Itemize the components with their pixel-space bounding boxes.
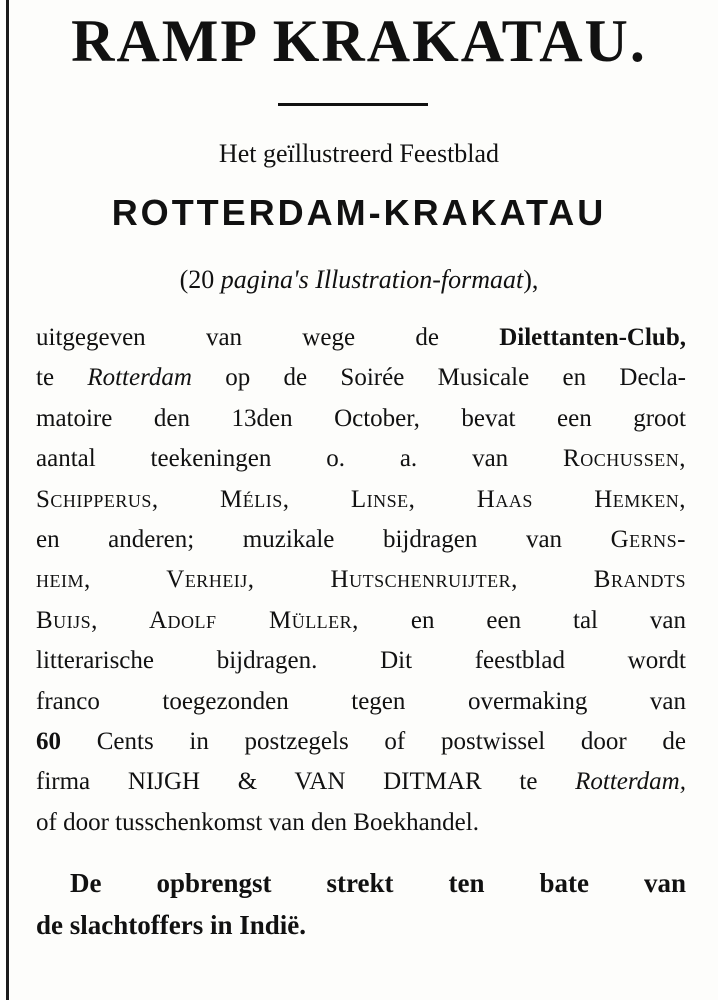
- price-value: 60: [36, 727, 61, 755]
- composer-name: Brandts: [517, 566, 686, 594]
- title-divider: [278, 103, 428, 106]
- body-line-2: [36, 358, 686, 398]
- format-close: ),: [523, 265, 539, 294]
- body-text-segment: en anderen; muzikale bijdragen van: [36, 525, 611, 553]
- closing-statement: [36, 862, 686, 946]
- publication-name: ROTTERDAM-KRAKATAU: [111, 192, 607, 233]
- artist-name: Linse,: [289, 485, 416, 513]
- body-text-segment: en een tal van: [358, 606, 686, 634]
- closing-line-2: de slachtoffers in Indië.: [36, 910, 306, 940]
- format-line: [0, 262, 718, 298]
- format-open: (20: [179, 265, 221, 294]
- format-pages: pagina's: [220, 265, 309, 294]
- body-line-10: franco toegezonden tegen overmaking van: [36, 687, 686, 715]
- body-line-11: [36, 722, 686, 762]
- composer-name: Hutschenruijter,: [254, 566, 518, 594]
- city-name: Rotterdam,: [575, 768, 686, 796]
- city-name: Rotterdam: [87, 364, 192, 392]
- body-line-1: [36, 318, 686, 358]
- closing-line-1: De opbrengst strekt ten bate van: [70, 868, 686, 898]
- notice-subtitle: Het geïllustreerd Feestblad: [218, 139, 500, 168]
- body-text-segment: aantal teekeningen o. a. van: [36, 445, 564, 473]
- body-line-13: of door tusschenkomst van den Boekhandel.: [36, 808, 479, 836]
- composer-name: Adolf Müller,: [97, 606, 359, 634]
- body-line-8: [36, 601, 686, 641]
- body-text-segment: uitgegeven van wege de: [36, 324, 500, 351]
- body-line-6: [36, 520, 686, 560]
- body-line-3: matoire den 13den October, bevat een groot: [36, 404, 686, 432]
- notice-body: [36, 318, 686, 843]
- body-text-segment: op de Soirée Musicale en Decla-: [191, 364, 687, 392]
- club-name: Dilettanten-Club,: [499, 324, 686, 351]
- artist-name: Mélis,: [158, 485, 290, 513]
- notice-title: RAMP KRAKATAU.: [71, 8, 647, 74]
- body-line-12: [36, 762, 686, 802]
- body-text-segment: Cents in postzegels of postwissel door de: [61, 727, 686, 755]
- body-line-7: [36, 560, 686, 600]
- artist-name: Schipperus,: [36, 485, 159, 513]
- format-size: Illustration-formaat: [315, 265, 524, 294]
- composer-name: Verheij,: [90, 566, 255, 594]
- composer-name: Buijs,: [36, 606, 98, 634]
- body-line-9: litterarische bijdragen. Dit feestblad wordt: [36, 647, 686, 675]
- composer-name: Gerns-: [610, 525, 686, 553]
- composer-name: heim,: [36, 566, 91, 594]
- body-line-4: [36, 439, 686, 479]
- artist-name: Haas Hemken,: [415, 485, 686, 513]
- artist-name: Rochussen,: [563, 445, 686, 473]
- body-line-5: [36, 480, 686, 520]
- body-text-segment: te: [36, 364, 88, 392]
- body-text-segment: firma NIJGH & VAN DITMAR te: [36, 768, 576, 796]
